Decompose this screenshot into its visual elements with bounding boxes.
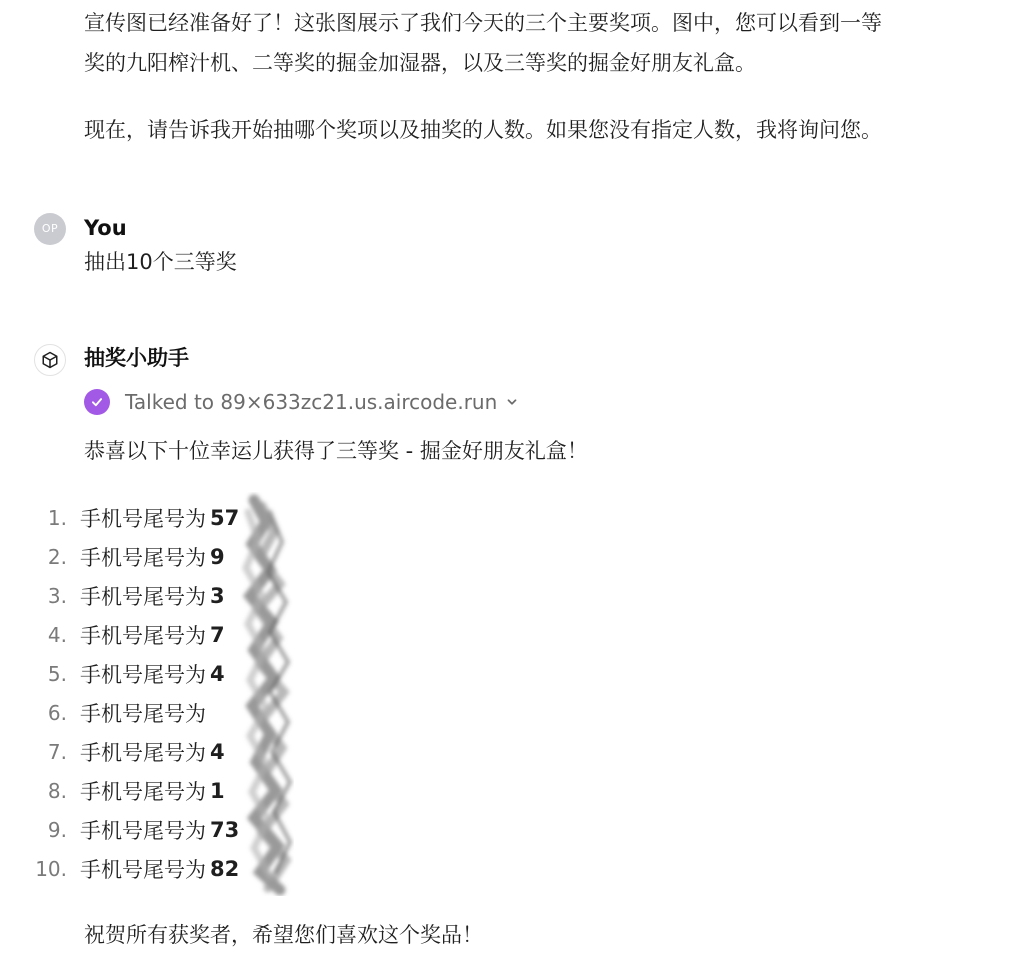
list-number: 3. xyxy=(47,583,67,608)
list-item xyxy=(0,693,266,732)
redaction-scribble xyxy=(240,492,294,896)
list-number: 7. xyxy=(47,739,67,764)
announcement: 恭喜以下十位幸运儿获得了三等奖 - 掘金好朋友礼盒！ xyxy=(84,439,588,463)
list-item-label: 手机号尾号为 xyxy=(80,857,206,882)
phone-tail: 7 xyxy=(210,622,225,647)
list-item-label: 手机号尾号为 xyxy=(80,584,206,609)
assistant-name: 抽奖小助手 xyxy=(84,346,189,370)
closing-message: 祝贺所有获奖者，希望您们喜欢这个奖品！ xyxy=(84,923,483,947)
list-item-label: 手机号尾号为 xyxy=(80,818,206,843)
assistant-message-line: 现在，请告诉我开始抽哪个奖项以及抽奖的人数。如果您没有指定人数，我将询问您。 xyxy=(84,118,882,142)
list-number: 6. xyxy=(47,700,67,725)
list-item-label: 手机号尾号为 xyxy=(80,545,206,570)
list-item xyxy=(0,732,266,771)
phone-tail: 57 xyxy=(210,505,240,530)
phone-tail: 73 xyxy=(210,817,240,842)
list-item-label: 手机号尾号为 xyxy=(80,779,206,804)
user-name: You xyxy=(84,216,127,240)
list-item xyxy=(0,810,266,849)
phone-tail: 3 xyxy=(210,583,225,608)
list-number: 2. xyxy=(47,544,67,569)
user-avatar: OP xyxy=(34,213,66,245)
winner-list xyxy=(0,498,266,888)
list-number: 1. xyxy=(47,505,67,530)
phone-tail: 1 xyxy=(210,778,225,803)
list-number: 10. xyxy=(35,856,67,881)
list-item xyxy=(0,849,266,888)
list-item xyxy=(0,576,266,615)
list-item xyxy=(0,654,266,693)
check-icon xyxy=(84,389,110,415)
list-item-label: 手机号尾号为 xyxy=(80,506,206,531)
list-item xyxy=(0,615,266,654)
list-item-label: 手机号尾号为 xyxy=(80,662,206,687)
list-number: 9. xyxy=(47,817,67,842)
cube-icon xyxy=(41,351,59,369)
phone-tail: 4 xyxy=(210,661,225,686)
chevron-down-icon xyxy=(505,395,519,409)
list-number: 4. xyxy=(47,622,67,647)
list-number: 8. xyxy=(47,778,67,803)
phone-tail: 82 xyxy=(210,856,240,881)
list-number: 5. xyxy=(47,661,67,686)
list-item-label: 手机号尾号为 xyxy=(80,623,206,648)
assistant-message-line: 宣传图已经准备好了！这张图展示了我们今天的三个主要奖项。图中，您可以看到一等 xyxy=(84,11,882,35)
assistant-message-line: 奖的九阳榨汁机、二等奖的掘金加湿器，以及三等奖的掘金好朋友礼盒。 xyxy=(84,51,756,75)
list-item xyxy=(0,498,266,537)
phone-tail: 9 xyxy=(210,544,225,569)
list-item-label: 手机号尾号为 xyxy=(80,701,206,726)
list-item xyxy=(0,771,266,810)
tool-call-toggle[interactable] xyxy=(84,386,519,418)
assistant-avatar xyxy=(34,344,66,376)
user-message: 抽出10个三等奖 xyxy=(84,250,237,274)
tool-call-label: Talked to 89×633zc21.us.aircode.run xyxy=(125,390,498,414)
list-item-label: 手机号尾号为 xyxy=(80,740,206,765)
list-item xyxy=(0,537,266,576)
phone-tail: 4 xyxy=(210,739,225,764)
